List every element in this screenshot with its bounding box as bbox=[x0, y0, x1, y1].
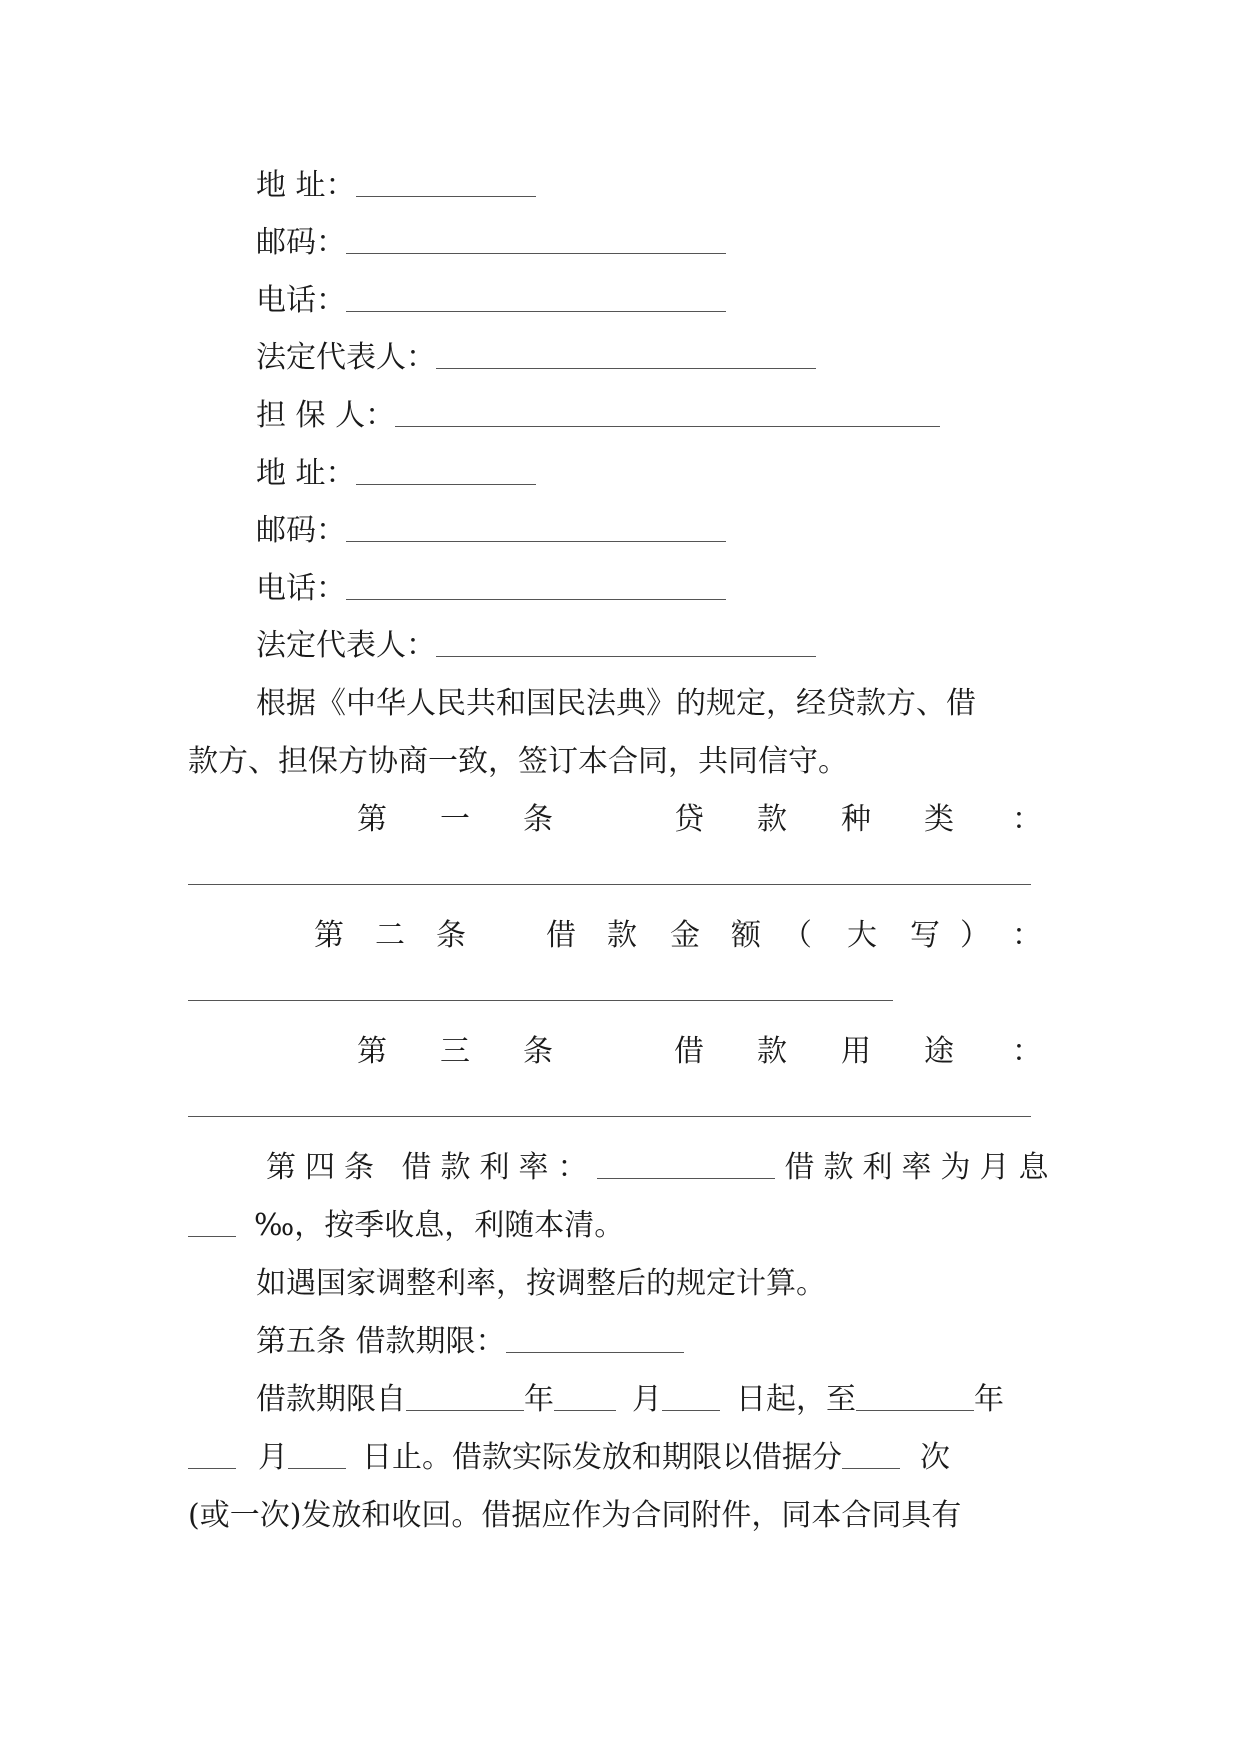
article-1-char: 第 bbox=[357, 802, 387, 837]
article-3-char: 途 bbox=[924, 1034, 954, 1069]
start-month-blank[interactable] bbox=[554, 1380, 616, 1411]
article-2-blank[interactable] bbox=[188, 1000, 893, 1001]
address-label: 地 址： bbox=[256, 168, 356, 203]
article-1-char: 一 bbox=[440, 802, 470, 837]
lender-phone-row bbox=[256, 281, 726, 321]
article-2-char: ： bbox=[1012, 918, 1042, 953]
article-3-char: 款 bbox=[757, 1034, 787, 1069]
address-blank[interactable] bbox=[356, 454, 536, 485]
article-4-line-1 bbox=[266, 1148, 1058, 1188]
zip-blank[interactable] bbox=[346, 223, 726, 254]
article-4-monthly-label: 借款利率为月息 bbox=[784, 1150, 1058, 1185]
article-2-char: 第 bbox=[314, 918, 344, 953]
article-2-char: 额 bbox=[731, 918, 761, 953]
guarantor-rep-row bbox=[256, 626, 816, 666]
monthly-rate-blank[interactable] bbox=[188, 1206, 236, 1237]
lender-address-row bbox=[256, 166, 536, 206]
legal-rep-blank[interactable] bbox=[436, 626, 816, 657]
installments-blank[interactable] bbox=[842, 1438, 900, 1469]
legal-rep-label: 法定代表人： bbox=[256, 628, 436, 663]
guarantor-address-row bbox=[256, 454, 536, 494]
lender-rep-row bbox=[256, 338, 816, 378]
preamble-line-1: 根据《中华人民共和国民法典》的规定，经贷款方、借 bbox=[256, 686, 976, 721]
term-line-1 bbox=[256, 1380, 1004, 1420]
article-2-char: 条 bbox=[436, 918, 466, 953]
article-2-char: 借 bbox=[546, 918, 576, 953]
year-label: 年 bbox=[974, 1382, 1004, 1417]
article-3-char: 三 bbox=[440, 1034, 470, 1069]
zip-blank[interactable] bbox=[346, 511, 726, 542]
address-blank[interactable] bbox=[356, 166, 536, 197]
guarantor-label: 担 保 人： bbox=[256, 398, 396, 433]
article-3-blank[interactable] bbox=[188, 1116, 1031, 1117]
times-label: 次 bbox=[920, 1440, 950, 1475]
term-start-text: 借款期限自 bbox=[256, 1382, 406, 1417]
article-2-char: 写 bbox=[910, 918, 940, 953]
month-label: 月 bbox=[258, 1440, 288, 1475]
rate-adjustment-note: 如遇国家调整利率，按调整后的规定计算。 bbox=[256, 1266, 826, 1301]
start-year-blank[interactable] bbox=[406, 1380, 524, 1411]
interest-rate-blank[interactable] bbox=[597, 1148, 775, 1179]
term-start-day-text: 日起，至 bbox=[736, 1382, 856, 1417]
start-day-blank[interactable] bbox=[662, 1380, 720, 1411]
term-line-2 bbox=[188, 1438, 950, 1478]
guarantor-zip-row bbox=[256, 511, 726, 551]
article-4-label: 第四条 借款利率： bbox=[266, 1150, 597, 1185]
term-line-3: (或一次)发放和收回。借据应作为合同附件，同本合同具有 bbox=[188, 1498, 962, 1533]
article-1-blank[interactable] bbox=[188, 884, 1031, 885]
article-3-char: ： bbox=[1012, 1034, 1042, 1069]
article-2-char: 大 bbox=[847, 918, 877, 953]
article-3-char: 借 bbox=[674, 1034, 704, 1069]
article-1-char: 条 bbox=[523, 802, 553, 837]
phone-blank[interactable] bbox=[346, 569, 726, 600]
article-2-char: ） bbox=[960, 918, 990, 953]
guarantor-blank[interactable] bbox=[395, 396, 940, 427]
end-year-blank[interactable] bbox=[856, 1380, 974, 1411]
phone-blank[interactable] bbox=[346, 281, 726, 312]
loan-term-blank[interactable] bbox=[506, 1322, 684, 1353]
article-1-char: 类 bbox=[924, 802, 954, 837]
guarantor-phone-row bbox=[256, 569, 726, 609]
phone-label: 电话： bbox=[256, 283, 346, 318]
article-1-char: 贷 bbox=[674, 802, 704, 837]
article-4-terms: ‰，按季收息，利随本清。 bbox=[254, 1208, 625, 1243]
legal-rep-blank[interactable] bbox=[436, 338, 816, 369]
term-end-text: 日止。借款实际发放和期限以借据分 bbox=[362, 1440, 842, 1475]
article-2-char: 金 bbox=[670, 918, 700, 953]
article-5-label: 第五条 借款期限： bbox=[256, 1324, 506, 1359]
article-1-char: 款 bbox=[757, 802, 787, 837]
lender-zip-row bbox=[256, 223, 726, 263]
phone-label: 电话： bbox=[256, 571, 346, 606]
article-2-char: （ bbox=[782, 918, 812, 953]
article-3-char: 条 bbox=[523, 1034, 553, 1069]
guarantor-row bbox=[256, 396, 940, 436]
article-2-char: 二 bbox=[375, 918, 405, 953]
year-label: 年 bbox=[524, 1382, 554, 1417]
end-day-blank[interactable] bbox=[288, 1438, 346, 1469]
preamble-line-2: 款方、担保方协商一致，签订本合同，共同信守。 bbox=[188, 744, 848, 779]
zip-label: 邮码： bbox=[256, 225, 346, 260]
article-2-char: 款 bbox=[607, 918, 637, 953]
address-label: 地 址： bbox=[256, 456, 356, 491]
article-4-line-2 bbox=[188, 1206, 624, 1246]
legal-rep-label: 法定代表人： bbox=[256, 340, 436, 375]
article-3-char: 用 bbox=[841, 1034, 871, 1069]
article-1-char: ： bbox=[1012, 802, 1042, 837]
end-month-blank[interactable] bbox=[188, 1438, 236, 1469]
article-1-char: 种 bbox=[841, 802, 871, 837]
article-3-char: 第 bbox=[357, 1034, 387, 1069]
zip-label: 邮码： bbox=[256, 513, 346, 548]
article-5-line bbox=[256, 1322, 684, 1362]
month-label: 月 bbox=[632, 1382, 662, 1417]
